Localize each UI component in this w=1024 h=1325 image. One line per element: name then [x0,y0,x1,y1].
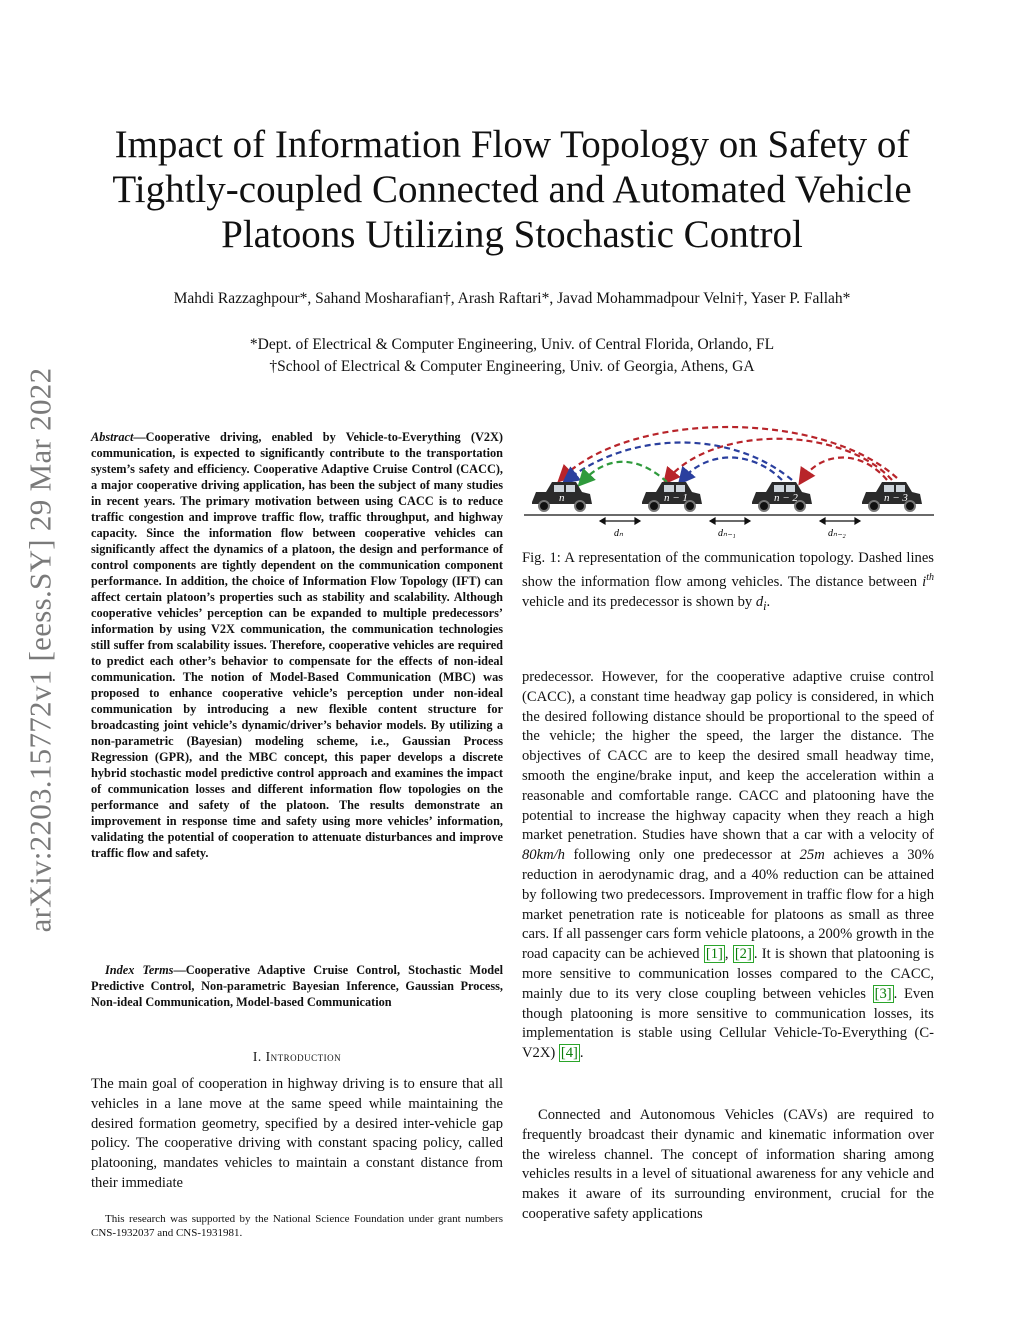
rp1-d: reduction in aerodynamic drag, and a [522,866,752,883]
rp1-c: achieves a [824,847,908,864]
rp1-sep: , [724,946,733,963]
paper-title [80,122,944,257]
caption-var-i: i [922,573,927,590]
rp1-a: predecessor. However, for the cooperative adaptive cruise control (CACC), a constant time headway gap policy is considered, in which the desired following distance should be proportional to the speed of the vehicle; the higher the speed, the larger the distance. The objectives of CACC are to keep the desired small headway time, smooth the engine/brake input, and keep the acceleration within a reasonable and comfortable range. CACC and platooning have the potential to increase the highway capacity when they reach a high market penetration. Studies have shown that a car with a velocity of [522,669,934,844]
right-paragraph-1 [522,668,934,1064]
index-terms-text: —Cooperative Adaptive Cruise Control, Stochastic Model Predictive Control, Non-parametric Bayesian Inference, Gaussian Process, Non-ideal Communication, Model-based Communication [91,963,503,1009]
distance-label-dn-2: dₙ₋₂ [828,528,846,539]
figure-caption [522,548,934,616]
section-heading [91,1049,503,1065]
rp1-i: . [579,1045,584,1062]
authors: Mahdi Razzaghpour*, Sahand Mosharafian†, Arash Raftari*, Javad Mohammadpour Velni†, Yaser P. Fallah* [173,290,851,307]
rp1-h: . Even though platooning is more sensitive to communication losses, its implementation is stable using Cellular Vehicle-To-Everything (C-V2X) [522,985,934,1062]
distance-dn-1 [710,518,750,524]
distance-label-dn-1: dₙ₋₁ [718,528,736,539]
affiliation-ucf: *Dept. of Electrical & Computer Engineering, Univ. of Central Florida, Orlando, FL [249,336,775,353]
caption-text-1: Fig. 1: A representation of the communication topology. Dashed lines show the information flow among vehicles. The distance between [522,550,934,590]
caption-text-2: vehicle and its predecessor is shown by [522,593,756,610]
vehicle-label-n-1: n − 1 [664,492,688,504]
index-terms [91,962,503,1010]
abstract-label: Abstract [91,430,134,444]
arc-n1-to-n [582,462,667,482]
figure-communication-topology [522,420,934,550]
caption-var-d: d [755,593,764,610]
citation-link-3[interactable]: [3] [874,985,892,1002]
citation-link-1[interactable]: [1] [705,946,723,963]
rp1-g: . It is shown that platooning is more sensitive to communication losses compared to the CACC, mainly due to its very close coupling between vehicles [522,946,934,1002]
footnote: This research was supported by the National Science Foundation under grant numbers CNS-1932037 and CNS-1931981. [91,1213,503,1239]
vehicle-label-n-2: n − 2 [774,492,798,504]
abstract-text: —Cooperative driving, enabled by Vehicle-to-Everything (V2X) communication, is expected to significantly contribute to the transportation system’s safety and efficiency. Cooperative Adaptive Cruise Control (CACC), a major cooperative driving application, has been the subject of many studies in recent years. The primary motivation between using CACC is to reduce traffic congestion and improve traffic flow, traffic throughput, and highway capacity. Since the information flow between cooperative vehicles can significantly affect the dynamics of a platoon, the design and performance of control components are tightly dependent on the communication component performance. In addition, the choice of Information Flow Topology (IFT) can affect certain platoon’s properties such as stability and scalability. Although cooperative vehicles’ perception can be expanded to multiple predecessors’ information by using V2X communication, the communication technologies still suffer from scalability issues. Therefore, cooperative vehicles are required to predict each other’s behavior to compensate for the effects of non-ideal communication. The notion of Model-Based Communication (MBC) was proposed to enhance cooperative vehicle’s perception under non-ideal communication by introducing a new flexible content structure for broadcasting joint vehicle’s dynamic/driver’s behavior models. By utilizing a non-parametric (Bayesian) modeling scheme, i.e., Gaussian Process Regression (GPR), and the MBC concept, this paper develops a discrete hybrid stochastic model predictive control approach and examines the impact of communication losses and different information flow topologies on the performance and safety of the platoon. The results demonstrate an improvement in response time and safety using more vehicles’ information, validating the potential of cooperation to attenuate disturbances and improve traffic flow and safety. [91,430,503,860]
arxiv-id: arXiv:2203.15772v1 [eess.SY] 29 Mar 2022 [22,367,58,933]
right-paragraph-2: Connected and Autonomous Vehicles (CAVs) are required to frequently broadcast their dynamic and kinematic information over the wireless channel. The concept of information sharing among vehicles results in a level of situational awareness for any vehicle and makes it aware of its surrounding environment, crucial for the cooperative safety applications [522,1107,934,1222]
math-dist: 25m [799,847,825,864]
math-pct40: 40% [751,866,779,883]
intro-paragraph: The main goal of cooperation in highway driving is to ensure that all vehicles in a lane move at the same speed while maintaining the desired formation geometry, specified by a desired inter-vehicle gap policy. The cooperative driving with constant spacing policy, called platooning, mandates vehicles to maintain a constant distance from their immediate [91,1076,503,1191]
section-title: Introduction [265,1049,342,1064]
math-pct200: 200% [818,926,853,943]
affiliation-uga: †School of Electrical & Computer Engineering, Univ. of Georgia, Athens, GA [269,358,755,375]
vehicle-n-3 [862,482,922,511]
distance-dn-2 [820,518,860,524]
citation-link-2[interactable]: [2] [734,946,752,963]
arxiv-watermark [10,340,70,960]
index-terms-label: Index Terms [105,963,174,977]
section-number: I. [252,1049,262,1064]
caption-sup-th: th [926,572,934,583]
vehicle-n-1 [642,482,702,511]
vehicle-label-n: n [559,492,565,504]
caption-sub-i: i [763,598,767,613]
title-line-3: Platoons Utilizing Stochastic Control [221,213,803,256]
title-line-1: Impact of Information Flow Topology on Safety of [114,123,910,166]
vehicle-n [532,482,592,511]
rp1-b: following only one predecessor at [564,847,800,864]
math-speed: 80km/h [522,847,565,864]
caption-end: . [766,593,771,610]
math-pct30: 30% [907,847,934,864]
arc-n2-to-n [567,443,792,481]
rp1-f: growth in the road capacity can be achieved [522,926,934,963]
vehicle-label-n-3: n − 3 [884,492,908,504]
vehicle-n-2 [752,482,812,511]
citation-link-4[interactable]: [4] [560,1045,578,1062]
title-line-2: Tightly-coupled Connected and Automated Vehicle [112,168,912,211]
abstract [91,429,503,861]
arc-n3-to-n2 [802,458,887,481]
distance-dn [600,518,640,524]
arc-n2-to-n1 [682,458,782,481]
distance-label-dn: dₙ [614,528,623,539]
rp1-e: reduction can be attained by following two predecessors. Improvement in traffic flow for a high market penetration rate is noticeable for platoons as small as three cars. If all passenger cars form vehicle platoons, a [522,866,934,943]
arc-n3-to-n [562,427,897,478]
